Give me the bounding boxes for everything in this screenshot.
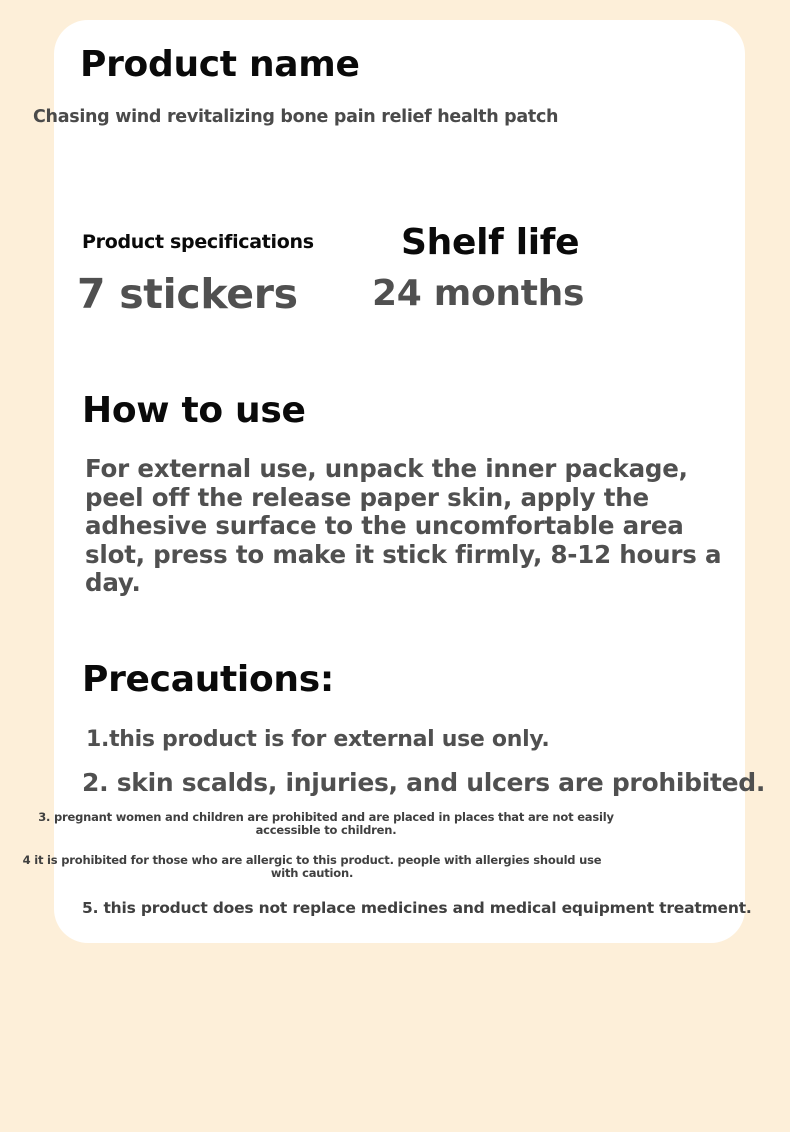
precaution-item: 1.this product is for external use only.	[86, 727, 550, 752]
product-name-heading: Product name	[80, 44, 360, 85]
precaution-item: 3. pregnant women and children are prohibited and are placed in places that are not easily accessible to children.	[38, 810, 614, 837]
shelf-life-value: 24 months	[372, 273, 585, 314]
precaution-item: 2. skin scalds, injuries, and ulcers are prohibited.	[82, 768, 766, 797]
precaution-item: 5. this product does not replace medicines and medical equipment treatment.	[82, 899, 752, 917]
precautions-heading: Precautions:	[82, 659, 334, 700]
specifications-label: Product specifications	[82, 231, 314, 253]
how-to-use-body: For external use, unpack the inner package, peel off the release paper skin, apply the adhesive surface to the uncomfortable area slot, press to make it stick firmly, 8-12 hours a day.	[85, 454, 722, 597]
shelf-life-label: Shelf life	[401, 222, 580, 263]
how-to-use-heading: How to use	[82, 390, 306, 431]
precaution-item: 4 it is prohibited for those who are allergic to this product. people with allergies should use with caution.	[22, 853, 602, 880]
specifications-value: 7 stickers	[77, 270, 298, 318]
product-name-value: Chasing wind revitalizing bone pain relief health patch	[33, 107, 559, 127]
